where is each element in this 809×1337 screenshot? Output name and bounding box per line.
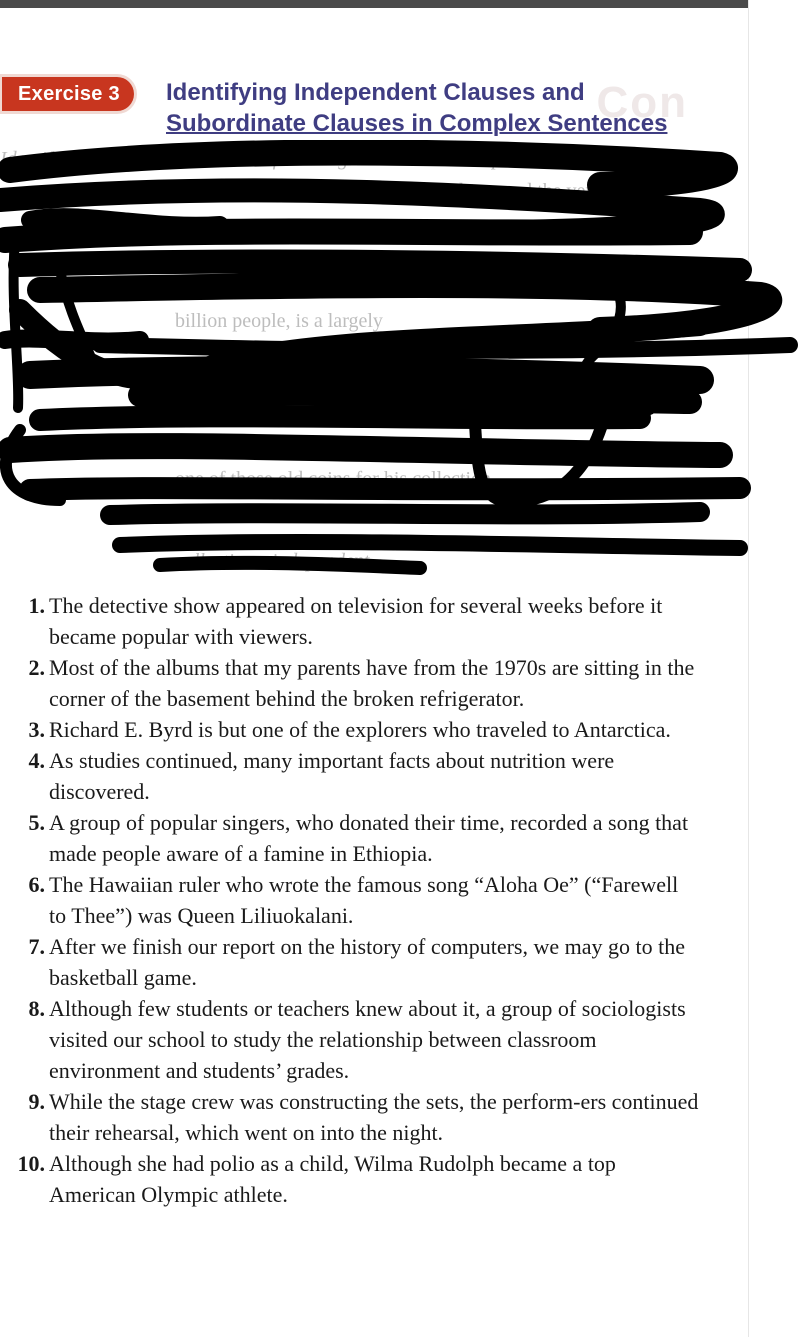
question-text: The detective show appeared on television for several weeks before it became popular with viewers. [49,593,663,649]
title-line-2: Subordinate Clauses in Complex Sentences [166,110,668,137]
question-item [0,745,740,807]
question-number: 2. [28,655,45,680]
exercise-header [0,74,748,144]
question-text: While the stage crew was constructing the sets, the perform-ers continued their rehearsal, which went on into the night. [49,1089,699,1145]
redacted-fragment: Be prepared to give the subject and the verb [250,180,603,202]
watermark: Con [596,78,688,127]
redacted-fragment: collection—independent [175,550,370,572]
question-item [0,590,740,652]
question-number: 6. [28,872,45,897]
exercise-badge: Exercise 3 [2,77,134,111]
question-item [0,652,740,714]
redacted-fragment: one of those old coins for his collection [175,468,492,490]
redacted-fragment: billion people, is a largely [175,310,383,332]
question-text: Although few students or teachers knew about it, a group of sociologists visited our school to study the relationship between classroom environment and students’ grades. [49,996,686,1083]
question-item [0,869,740,931]
question-item [0,714,740,745]
question-number: 8. [28,996,45,1021]
question-text: As studies continued, many important facts about nutrition were discovered. [49,748,615,804]
question-text: Richard E. Byrd is but one of the explorers who traveled to Antarctica. [49,717,671,742]
question-number: 4. [28,748,45,773]
question-item [0,1086,740,1148]
question-number: 1. [28,593,45,618]
exercise-title [166,77,726,139]
question-item [0,993,740,1086]
question-text: Although she had polio as a child, Wilma Rudolph became a top American Olympic athlete. [49,1151,616,1207]
question-number: 5. [28,810,45,835]
question-number: 10. [17,1151,45,1176]
redacted-fragment: Identify each of the clauses in the following sentences as indepena- [0,148,538,170]
question-number: 3. [28,717,45,742]
question-number: 7. [28,934,45,959]
question-item [0,807,740,869]
question-text: The Hawaiian ruler who wrote the famous song “Aloha Oe” (“Farewell to Thee”) was Queen Liliuokalani. [49,872,679,928]
top-bar [0,0,748,8]
title-line-1: Identifying Independent Clauses and [166,79,585,106]
question-number: 9. [28,1089,45,1114]
redacted-fragment: Although it was nearly worthless, my [175,438,475,460]
question-item [0,931,740,993]
question-list [0,590,740,1210]
question-text: Most of the albums that my parents have from the 1970s are sitting in the corner of the basement behind the broken refrigerator. [49,655,695,711]
question-text: After we finish our report on the history of computers, we may go to the basketball game. [49,934,686,990]
question-item [0,1148,740,1210]
marker-scribble [0,140,809,580]
question-text: A group of popular singers, who donated their time, recorded a song that made people aware of a famine in Ethiopia. [49,810,689,866]
scribbled-out-region [0,140,809,580]
